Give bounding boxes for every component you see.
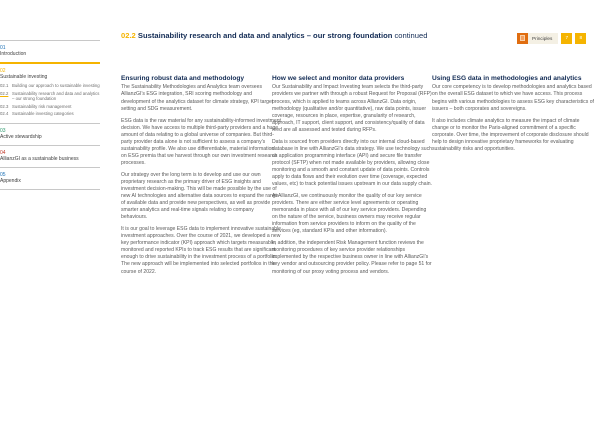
principles-nav [517, 32, 586, 44]
paragraph: ESG data is the raw material for any sustainability-informed investment decision. We have access to multiple third-party providers and a huge amount of data relating to a global universe of companies. But third-party provider data alone is not sufficient to assess a company’s sustainability profile. We also use differentiable, material information on ESG premia that we harvest through our own investment research processes. [121, 117, 281, 166]
paragraph: Our core competency is to develop methodologies and analytics based on the overall ESG dataset to which we have access. This process begins with various methodologies to assess ESG key characteristics of issuers – both corporates and sovereigns. [432, 84, 594, 112]
subitem-label: Sustainable investing categories [12, 111, 74, 116]
paragraph: Data is sourced from providers directly into our internal cloud-based database in line with AllianzGI’s data strategy. We use technology such as application programming interface (API) and secure file transfer protocol (SFTP) when not made available by providers, allowing close monitoring and a smooth and constant update of data points. Controls apply to data flows and their evolution over time (coverage, expected values, etc) to track potential issues upstream in our data supply chain. [272, 138, 432, 188]
section-number: 05 [0, 171, 6, 178]
subitem-number: 02.2 [0, 90, 9, 96]
section-title: Introduction [0, 51, 27, 57]
section-title: Active stewardship [0, 133, 42, 140]
section-number: 04 [0, 149, 6, 156]
column-heading: Ensuring robust data and methodology [121, 75, 245, 82]
sidebar-item-appendix[interactable] [0, 167, 100, 189]
column-heading: How we select and monitor data providers [272, 75, 405, 82]
sidebar-subitem-research-data[interactable] [0, 91, 100, 102]
sidebar-item-sustainable-investing[interactable] [0, 62, 100, 121]
sidebar-subitem-investing-categories[interactable] [0, 111, 100, 117]
subitem-label: Sustainability risk management [12, 103, 72, 109]
paragraph: Our Sustainability and Impact Investing team selects the third-party providers we partner with through a robust Request for Proposal (RFP) process, which is applied to teams across AllianzGI. Data origin, methodology (qualitative and/or quantitative), raw data points, issuer coverage, resources in place, expertise, granularity of research, approach, IT support, client support, and consistency/quality of data feed are all assessed and tested during RFPs. [272, 84, 432, 133]
section-number: 03 [0, 127, 6, 134]
sidebar-item-sustainable-business[interactable] [0, 145, 100, 167]
section-title: AllianzGI as a sustainable business [0, 155, 79, 162]
section-number: 02 [0, 68, 6, 74]
title-text: Sustainability research and data and analytics – our strong foundation [137, 31, 393, 40]
subitem-label: Sustainability research and data and analytics – our strong foundation [12, 90, 100, 101]
page-7-button[interactable]: 7 [561, 33, 572, 44]
sidebar-subitem-building-approach[interactable] [0, 83, 100, 89]
subitem-number: 02.1 [0, 83, 9, 88]
sidebar-divider [0, 189, 100, 190]
page-8-button[interactable]: 8 [575, 33, 586, 44]
section-title: Appendix [0, 177, 21, 184]
paragraph: The Sustainability Methodologies and Analytics team oversees AllianzGI’s ESG integration, SRI scoring methodology and development of the analytics dataset for climate strategy, KPI target setting and SDG measurement. [121, 84, 274, 112]
section-number: 02.2 [121, 31, 136, 40]
continued-label: continued [394, 31, 428, 40]
column-methodologies [432, 75, 594, 158]
sidebar-item-active-stewardship[interactable] [0, 123, 100, 145]
paragraph: It is our goal to leverage ESG data to implement innovative sustainable investment approaches. Over the course of 2021, we developed a new key performance indicator (KPI) approach which targets measurable, monitored and reported KPIs to track ESG results that are significant enough to drive sustainability in the investment process of a portfolio. The new approach will be implemented into selected portfolios in the course of 2022. [121, 226, 281, 275]
page-header [121, 31, 600, 45]
sidebar-subitem-risk-management[interactable] [0, 104, 100, 110]
section-title: Sustainable investing [0, 74, 48, 80]
paragraph: It also includes climate analytics to measure the impact of climate change or to monitor the Paris-aligned commitment of a specific corporate. Over time, the improvement of corporate disclosure should help to design innovative proprietary frameworks for evaluating sustainability risks and opportunities. [432, 117, 589, 152]
paragraph: In addition, the independent Risk Management function reviews the monitoring procedures of key service provider relationships implemented by the respective business owner in line with AllianzGI’s key vendor and outsourcing provider policy. Please refer to page 51 for monitoring of our proxy voting process and vendors. [272, 240, 432, 275]
sidebar-nav [0, 40, 100, 190]
subitem-label: Building our approach to sustainable investing [12, 83, 100, 88]
subitem-number: 02.3 [0, 103, 9, 109]
column-heading: Using ESG data in methodologies and analytics [432, 75, 582, 82]
section-number: 01 [0, 45, 6, 51]
principles-button[interactable]: Principles [528, 33, 558, 44]
paragraph: Our strategy over the long term is to develop and use our own proprietary research as the primary driver of ESG insights and investment decision-making. This will be made possible by the use of new AI technologies and alternative data sources to expand the range of available data and provide new perspectives, as well as provide smarter analytics and real-time signals relating to company behaviours. [121, 171, 279, 221]
subitem-number: 02.4 [0, 111, 9, 116]
column-robust-data [121, 75, 281, 281]
column-data-providers [272, 75, 432, 281]
sidebar-item-introduction[interactable] [0, 40, 100, 62]
document-icon[interactable] [517, 33, 528, 44]
paragraph: At AllianzGI, we continuously monitor the quality of our key service providers. There are either service level agreements or operating memoranda in place with all of our key service providers. Depending on the nature of the service, business owners may receive regular information from service providers to inform on the quality of the services (eg, standard KPIs and other information). [272, 193, 427, 235]
